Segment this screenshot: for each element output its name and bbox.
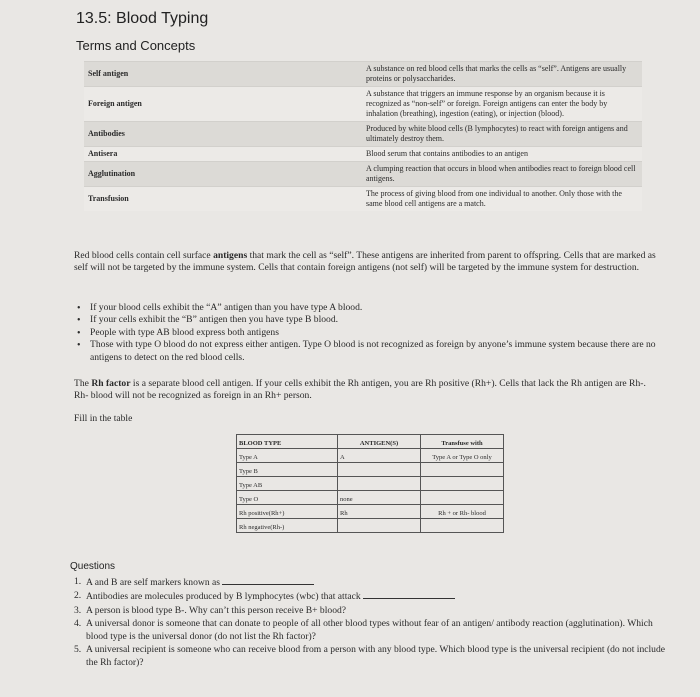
- blood-type-cell: Type B: [237, 463, 338, 477]
- table-row: [237, 491, 504, 505]
- blood-type-cell: Type AB: [237, 477, 338, 491]
- definition-cell: Blood serum that contains antibodies to an antigen: [362, 147, 642, 162]
- header-blood-type: BLOOD TYPE: [237, 435, 338, 449]
- question-number: 2.: [74, 590, 82, 602]
- term-cell: Agglutination: [84, 162, 362, 187]
- rh-bold-text: Rh factor: [91, 378, 131, 389]
- transfuse-cell[interactable]: [421, 519, 504, 533]
- rh-paragraph: [74, 378, 656, 403]
- question-text: A universal donor is someone that can donate to people of all other blood types without fear of an antigen/ antibody reaction (agglutination). Which blood type is the universal donor (do not list the Rh factor)?: [86, 618, 653, 642]
- list-item: • If your cells exhibit the “B” antigen then you have type B blood.: [74, 314, 656, 326]
- page-title: 13.5: Blood Typing: [76, 10, 209, 27]
- rh-text: is a separate blood cell antigen. If your cells exhibit the Rh antigen, you are Rh positive (Rh+). Cells that lack the Rh antigen are Rh-. Rh- blood will not be recognized as foreign in an Rh+ person.: [74, 378, 646, 402]
- terms-row: [84, 187, 642, 212]
- blood-type-cell: Rh negative(Rh-): [237, 519, 338, 533]
- term-cell: Antisera: [84, 147, 362, 162]
- definition-cell: A clumping reaction that occurs in blood when antibodies react to foreign blood cell antigens.: [362, 162, 642, 187]
- questions-list: [74, 576, 674, 670]
- terms-row: [84, 162, 642, 187]
- list-item: • Those with type O blood do not express either antigen. Type O blood is not recognized as foreign by anyone’s immune system because there are no antigens to detect on the red blood cells.: [74, 339, 656, 364]
- term-cell: Transfusion: [84, 187, 362, 212]
- blood-type-cell: Type A: [237, 449, 338, 463]
- antigen-cell[interactable]: A: [338, 449, 421, 463]
- term-cell: Foreign antigen: [84, 87, 362, 122]
- question-text: A person is blood type B-. Why can’t this person receive B+ blood?: [86, 604, 347, 616]
- terms-row: [84, 122, 642, 147]
- table-row: [237, 519, 504, 533]
- intro-text: that mark the cell as “self”. These antigens are inherited from parent to offspring. Cells that are marked as self will not be targeted by the immune system. Cells that contain foreign antigens (not self) will be targeted by the immune system for destruction.: [74, 250, 656, 274]
- answer-blank[interactable]: [222, 576, 314, 585]
- definition-cell: A substance that triggers an immune response by an organism because it is recognized as “non-self” or foreign. Foreign antigens can enter the body by inhalation (breathing), ingestion (eating), or injection (blood).: [362, 87, 642, 122]
- transfuse-cell[interactable]: [421, 477, 504, 491]
- list-item: [74, 576, 674, 589]
- fill-in-table: [236, 434, 504, 533]
- answer-blank[interactable]: [363, 590, 455, 599]
- question-number: 1.: [74, 576, 82, 587]
- table-row: [237, 449, 504, 463]
- transfuse-cell[interactable]: [421, 463, 504, 477]
- list-item: [74, 605, 674, 617]
- list-item: • If your blood cells exhibit the “A” antigen than you have type A blood.: [74, 302, 656, 314]
- transfuse-cell[interactable]: Rh + or Rh- blood: [421, 505, 504, 519]
- intro-text: Red blood cells contain cell surface: [74, 250, 214, 261]
- question-number: 5.: [74, 644, 82, 656]
- antigen-cell[interactable]: none: [338, 491, 421, 505]
- list-item: [74, 644, 674, 669]
- intro-paragraph: [74, 250, 656, 275]
- terms-row: [84, 87, 642, 122]
- fill-table-header: [237, 435, 504, 449]
- header-transfuse: Transfuse with: [421, 435, 504, 449]
- list-item: [74, 590, 674, 603]
- fill-table-label: Fill in the table: [74, 413, 133, 424]
- list-item: • People with type AB blood express both antigens: [74, 327, 656, 339]
- rh-text: The: [74, 378, 92, 389]
- table-row: [237, 505, 504, 519]
- blood-type-cell: Rh positive(Rh+): [237, 505, 338, 519]
- intro-bold-text: antigens: [213, 250, 248, 261]
- header-antigens: ANTIGEN(S): [338, 435, 421, 449]
- table-row: [237, 463, 504, 477]
- terms-row: [84, 147, 642, 162]
- definition-cell: The process of giving blood from one individual to another. Only those with the same blood cell antigens are a match.: [362, 187, 642, 212]
- question-text: Antibodies are molecules produced by B lymphocytes (wbc) that attack: [86, 591, 361, 603]
- antigen-cell[interactable]: [338, 477, 421, 491]
- question-text: A universal recipient is someone who can receive blood from a person with any blood type. Which blood type is the universal recipient (do not include the Rh factor)?: [86, 644, 666, 668]
- term-cell: Antibodies: [84, 122, 362, 147]
- antigen-cell[interactable]: Rh: [338, 505, 421, 519]
- list-item: [74, 618, 674, 643]
- definition-cell: A substance on red blood cells that marks the cells as “self”. Antigens are usually proteins or polysaccharides.: [362, 62, 642, 87]
- questions-heading: Questions: [70, 561, 116, 572]
- table-row: [237, 477, 504, 491]
- question-number: 3.: [74, 604, 82, 616]
- question-text: A and B are self markers known as: [86, 577, 221, 588]
- section-subtitle: Terms and Concepts: [76, 38, 196, 53]
- transfuse-cell[interactable]: Type A or Type O only: [421, 449, 504, 463]
- blood-type-cell: Type O: [237, 491, 338, 505]
- definition-cell: Produced by white blood cells (B lymphocytes) to react with foreign antigens and ultimately destroy them.: [362, 122, 642, 147]
- blood-type-bullets: [74, 302, 656, 364]
- antigen-cell[interactable]: [338, 519, 421, 533]
- question-number: 4.: [74, 618, 82, 630]
- terms-table: [84, 61, 642, 211]
- antigen-cell[interactable]: [338, 463, 421, 477]
- terms-row: [84, 62, 642, 87]
- transfuse-cell[interactable]: [421, 491, 504, 505]
- term-cell: Self antigen: [84, 62, 362, 87]
